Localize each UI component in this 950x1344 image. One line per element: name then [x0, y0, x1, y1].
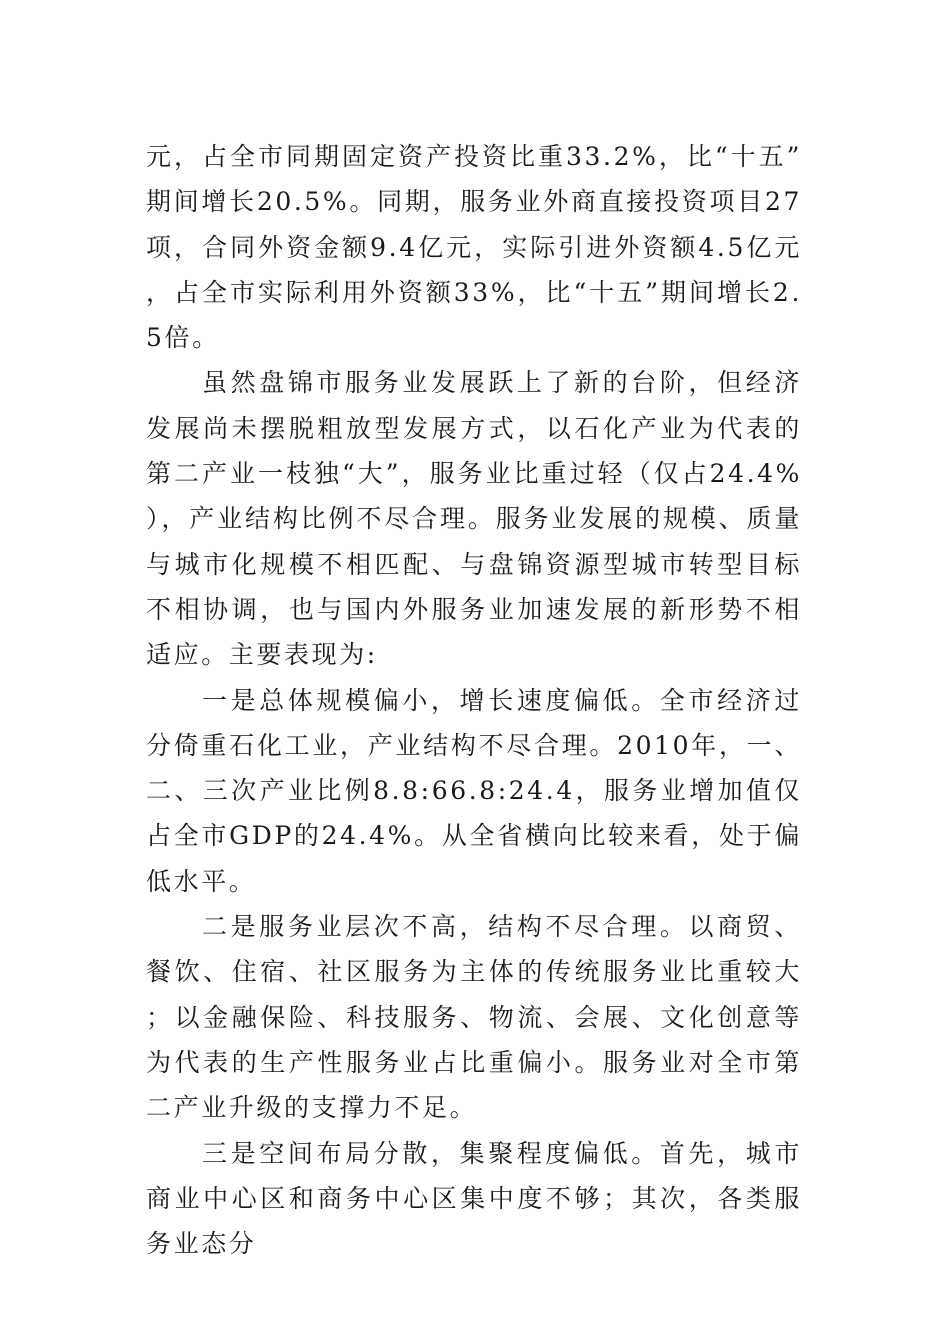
paragraph-point-three: 三是空间布局分散，集聚程度偏低。首先，城市商业中心区和商务中心区集中度不够；其次，各类服务业态分: [146, 1138, 802, 1259]
paragraph-development-issues: 虽然盘锦市服务业发展跃上了新的台阶，但经济发展尚未摆脱粗放型发展方式，以石化产业为代表的第二产业一枝独“大”，服务业比重过轻（仅占24.4%），产业结构比例不尽合理。服务业发展的规模、质量与城市化规模不相匹配、与盘锦资源型城市转型目标不相协调，也与国内外服务业加速发展的新形势不相适应。主要表现为:: [146, 368, 802, 670]
paragraph-point-two: 二是服务业层次不高，结构不尽合理。以商贸、餐饮、住宿、社区服务为主体的传统服务业比重较大；以金融保险、科技服务、物流、会展、文化创意等为代表的生产性服务业占比重偏小。服务业对全市第二产业升级的支撑力不足。: [146, 912, 802, 1123]
paragraph-point-one: 一是总体规模偏小，增长速度偏低。全市经济过分倚重石化工业，产业结构不尽合理。2010年，一、二、三次产业比例8.8:66.8:24.4，服务业增加值仅占全市GDP的24.4%。从全省横向比较来看，处于偏低水平。: [146, 685, 802, 896]
document-body: [146, 134, 802, 1266]
paragraph-investment-summary: 元，占全市同期固定资产投资比重33.2%，比“十五”期间增长20.5%。同期，服务业外商直接投资项目27项，合同外资金额9.4亿元，实际引进外资额4.5亿元，占全市实际利用外资额33%，比“十五”期间增长2.5倍。: [146, 142, 802, 353]
